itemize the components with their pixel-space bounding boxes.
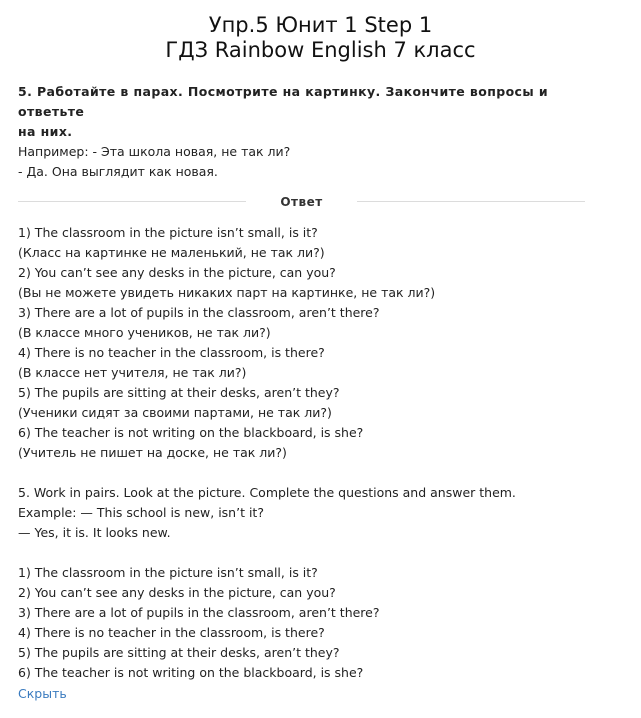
answer-line: 1) The classroom in the picture isn’t small, is it? [18,225,318,240]
task-example-question: Например: - Эта школа новая, не так ли? [18,144,291,159]
task-instruction: 5. Работайте в парах. Посмотрите на картинку. Закончите вопросы и ответьте [18,84,548,119]
list-item: 2) You can’t see any desks in the picture, can you? [18,585,336,600]
english-example-answer: — Yes, it is. It looks new. [18,525,171,540]
answer-line: 3) There are a lot of pupils in the classroom, aren’t there? [18,305,380,320]
answer-translation: (В классе много учеников, не так ли?) [18,325,271,340]
answer-divider [0,192,641,212]
answers-list [18,223,628,463]
english-task-block [18,483,628,543]
task-example-answer: - Да. Она выглядит как новая. [18,164,218,179]
english-question-list [18,563,628,683]
list-item: 6) The teacher is not writing on the blackboard, is she? [18,665,364,680]
divider-line-right [357,201,585,202]
english-task-instruction: 5. Work in pairs. Look at the picture. Complete the questions and answer them. [18,485,516,500]
answer-line: 5) The pupils are sitting at their desks, aren’t they? [18,385,340,400]
answer-line: 4) There is no teacher in the classroom, is there? [18,345,325,360]
answer-line: 6) The teacher is not writing on the blackboard, is she? [18,425,364,440]
list-item: 4) There is no teacher in the classroom, is there? [18,625,325,640]
task-block [18,82,618,182]
answer-translation: (Класс на картинке не маленький, не так ли?) [18,245,325,260]
answer-line: 2) You can’t see any desks in the picture, can you? [18,265,336,280]
list-item: 1) The classroom in the picture isn’t small, is it? [18,565,318,580]
page-title: Упр.5 Юнит 1 Step 1 [208,13,433,37]
divider-line-left [18,201,246,202]
task-instruction-continued: на них. [18,124,73,139]
page-subtitle: ГДЗ Rainbow English 7 класс [165,38,476,62]
hide-link[interactable]: Скрыть [18,686,67,701]
list-item: 3) There are a lot of pupils in the classroom, aren’t there? [18,605,380,620]
answer-translation: (В классе нет учителя, не так ли?) [18,365,247,380]
list-item: 5) The pupils are sitting at their desks, aren’t they? [18,645,340,660]
english-example-question: Example: — This school is new, isn’t it? [18,505,264,520]
answer-translation: (Вы не можете увидеть никаких парт на картинке, не так ли?) [18,285,436,300]
answer-translation: (Учитель не пишет на доске, не так ли?) [18,445,287,460]
answer-heading: Ответ [280,195,323,209]
answer-translation: (Ученики сидят за своими партами, не так ли?) [18,405,332,420]
